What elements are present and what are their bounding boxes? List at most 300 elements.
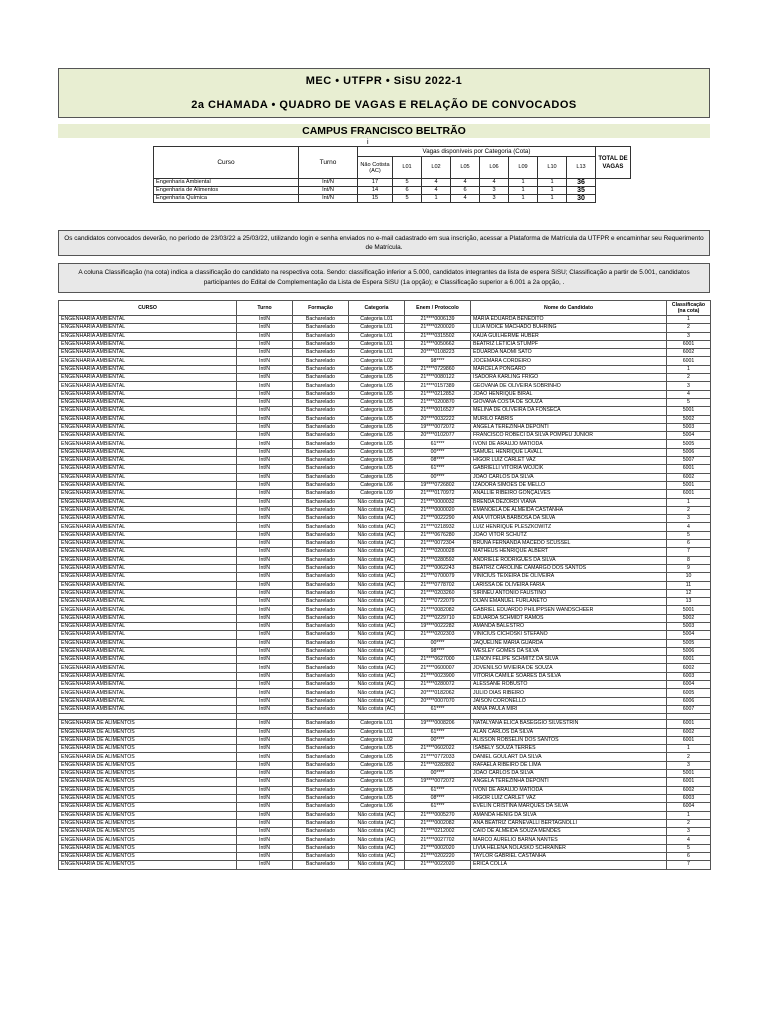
cell-curso: ENGENHARIA AMBIENTAL	[59, 357, 237, 365]
cell-turno: Int/N	[237, 540, 293, 548]
cell-nome: AMANDA BALESTRO	[471, 622, 667, 630]
cell-turno: Int/N	[237, 828, 293, 836]
cell-turno: Int/N	[237, 382, 293, 390]
cell-nome: JOAO CARLOS DA SILVA	[471, 473, 667, 481]
cell-curso: ENGENHARIA AMBIENTAL	[59, 390, 237, 398]
vagas-col-cat: L09	[509, 157, 538, 179]
cell-classificacao: 5	[667, 398, 711, 406]
cell-formacao: Bacharelado	[293, 432, 349, 440]
cell-enem: 61****	[405, 803, 471, 811]
cell-formacao: Bacharelado	[293, 622, 349, 630]
cell-curso: ENGENHARIA AMBIENTAL	[59, 316, 237, 324]
cell-turno: Int/N	[237, 432, 293, 440]
cell-classificacao: 5	[667, 531, 711, 539]
cell-classificacao: 5006	[667, 647, 711, 655]
cell-curso: ENGENHARIA AMBIENTAL	[59, 448, 237, 456]
cell-nome: EMANOELA DE ALMEIDA CASTANHA	[471, 506, 667, 514]
cell-classificacao: 3	[667, 332, 711, 340]
cell-turno: Int/N	[237, 736, 293, 744]
vagas-group-label: Vagas disponíveis por Categoria (Cota)	[358, 147, 596, 157]
cell-enem: 21****0229710	[405, 614, 471, 622]
table-row	[59, 720, 711, 728]
cell-turno: Int/N	[237, 753, 293, 761]
cell-curso: ENGENHARIA AMBIENTAL	[59, 656, 237, 664]
cell-categoria: Não cotista (AC)	[349, 581, 405, 589]
cell-categoria: Categoria L05	[349, 407, 405, 415]
cell-categoria: Categoria L05	[349, 770, 405, 778]
cell-categoria: Categoria L05	[349, 753, 405, 761]
cell-formacao: Bacharelado	[293, 786, 349, 794]
cell-classificacao: 4	[667, 390, 711, 398]
cell-turno: Int/N	[237, 589, 293, 597]
table-row	[59, 515, 711, 523]
table-row	[59, 819, 711, 827]
vagas-col-cat: L10	[538, 157, 567, 179]
document-header	[58, 68, 710, 118]
cell-formacao: Bacharelado	[293, 631, 349, 639]
vagas-cell-value: 4	[422, 179, 451, 187]
cell-turno: Int/N	[237, 465, 293, 473]
table-row	[59, 786, 711, 794]
cell-formacao: Bacharelado	[293, 697, 349, 705]
cell-formacao: Bacharelado	[293, 481, 349, 489]
table-row	[59, 664, 711, 672]
cell-categoria: Categoria L06	[349, 481, 405, 489]
table-row	[59, 448, 711, 456]
header-subtitle: 2a CHAMADA • QUADRO DE VAGAS E RELAÇÃO DE CONVOCADOS	[191, 99, 577, 111]
cell-enem: 08****	[405, 794, 471, 802]
cell-turno: Int/N	[237, 316, 293, 324]
cell-curso: ENGENHARIA AMBIENTAL	[59, 473, 237, 481]
vagas-cell-turno: Int/N	[299, 179, 358, 187]
cell-nome: ALESSANE ROBUSTO	[471, 681, 667, 689]
table-row	[59, 506, 711, 514]
table-row	[59, 753, 711, 761]
cell-nome: LUIZ HENRIQUE PLESZKOWITZ	[471, 523, 667, 531]
cell-categoria: Categoria L02	[349, 357, 405, 365]
cell-classificacao: 5005	[667, 639, 711, 647]
table-row	[59, 540, 711, 548]
cell-turno: Int/N	[237, 365, 293, 373]
table-row	[59, 415, 711, 423]
cell-classificacao: 6	[667, 853, 711, 861]
cell-formacao: Bacharelado	[293, 390, 349, 398]
cell-curso: ENGENHARIA AMBIENTAL	[59, 573, 237, 581]
cell-formacao: Bacharelado	[293, 515, 349, 523]
cell-curso: ENGENHARIA AMBIENTAL	[59, 374, 237, 382]
table-row	[59, 432, 711, 440]
cell-curso: ENGENHARIA AMBIENTAL	[59, 415, 237, 423]
cell-categoria: Não cotista (AC)	[349, 672, 405, 680]
cell-enem: 21****0212002	[405, 828, 471, 836]
vagas-cell-turno: Int/N	[299, 187, 358, 195]
cell-turno: Int/N	[237, 786, 293, 794]
cell-formacao: Bacharelado	[293, 457, 349, 465]
table-row	[59, 631, 711, 639]
cell-classificacao: 5002	[667, 415, 711, 423]
cell-categoria: Categoria L06	[349, 803, 405, 811]
cell-enem: 21****0200870	[405, 398, 471, 406]
cell-nome: BRUNA FERNANDA MACEDO SCUSSEL	[471, 540, 667, 548]
cell-nome: IZADORA SIMOES DE MELLO	[471, 481, 667, 489]
cell-categoria: Categoria L05	[349, 794, 405, 802]
cell-nome: MARCO AURELIO BARNA NANTES	[471, 836, 667, 844]
cell-formacao: Bacharelado	[293, 349, 349, 357]
cell-classificacao: 5	[667, 844, 711, 852]
cell-nome: CAIO DE ALMEIDA SOUZA MENDES	[471, 828, 667, 836]
cell-categoria: Categoria L01	[349, 324, 405, 332]
cell-curso: ENGENHARIA AMBIENTAL	[59, 465, 237, 473]
cell-nome: VITORIA CAMILE SOARES DA SILVA	[471, 672, 667, 680]
table-row	[59, 689, 711, 697]
cell-nome: LENON FELIPE SCHMITZ DA SILVA	[471, 656, 667, 664]
cell-formacao: Bacharelado	[293, 639, 349, 647]
vagas-cell-value: 1	[538, 187, 567, 195]
cell-categoria: Não cotista (AC)	[349, 828, 405, 836]
cell-enem: 19****0008206	[405, 720, 471, 728]
cell-curso: ENGENHARIA AMBIENTAL	[59, 440, 237, 448]
vagas-cell-value: 1	[422, 195, 451, 203]
cell-categoria: Não cotista (AC)	[349, 819, 405, 827]
cell-turno: Int/N	[237, 656, 293, 664]
cell-turno: Int/N	[237, 861, 293, 869]
table-row	[59, 349, 711, 357]
cell-categoria: Categoria L01	[349, 349, 405, 357]
cell-turno: Int/N	[237, 490, 293, 498]
cell-enem: 20****0102077	[405, 432, 471, 440]
column-header: Classificação (na cota)	[667, 301, 711, 316]
vagas-cell-value: 4	[451, 179, 480, 187]
cell-classificacao: 6001	[667, 465, 711, 473]
cell-turno: Int/N	[237, 423, 293, 431]
cell-categoria: Não cotista (AC)	[349, 548, 405, 556]
cell-turno: Int/N	[237, 614, 293, 622]
cell-formacao: Bacharelado	[293, 681, 349, 689]
cell-turno: Int/N	[237, 573, 293, 581]
cell-turno: Int/N	[237, 440, 293, 448]
cell-classificacao: 11	[667, 581, 711, 589]
cell-classificacao: 6002	[667, 664, 711, 672]
cell-turno: Int/N	[237, 374, 293, 382]
cell-curso: ENGENHARIA AMBIENTAL	[59, 631, 237, 639]
cell-formacao: Bacharelado	[293, 720, 349, 728]
cell-curso: ENGENHARIA AMBIENTAL	[59, 490, 237, 498]
cell-turno: Int/N	[237, 664, 293, 672]
cell-turno: Int/N	[237, 803, 293, 811]
cell-nome: JOAO CARLOS DA SILVA	[471, 770, 667, 778]
classificacao-notice: A coluna Classificação (na cota) indica a classificação do candidato na respectiva cota. Sendo: classificação inferior a 5.000, candidatos integrantes da lista de espera SiSU; Classificação a partir de 5.001, candidatos participantes do Edital de Complementação da Lista de Espera SiSU (1a opção); e Classificação superior a 6.001 a 2a opção, .	[58, 263, 710, 293]
marker-text: i	[367, 139, 369, 146]
cell-curso: ENGENHARIA AMBIENTAL	[59, 581, 237, 589]
cell-turno: Int/N	[237, 398, 293, 406]
vagas-cell-value: 14	[358, 187, 393, 195]
vagas-col-ac: Não Cotista (AC)	[358, 157, 393, 179]
cell-categoria: Não cotista (AC)	[349, 622, 405, 630]
vagas-cell-value: 1	[509, 179, 538, 187]
cell-curso: ENGENHARIA AMBIENTAL	[59, 523, 237, 531]
cell-nome: ANA BEATRIZ CARNEVALLI BERTAGNOLLI	[471, 819, 667, 827]
cell-classificacao: 6003	[667, 794, 711, 802]
cell-classificacao: 2	[667, 374, 711, 382]
table-row	[59, 589, 711, 597]
cell-classificacao: 8	[667, 556, 711, 564]
cell-turno: Int/N	[237, 581, 293, 589]
table-row	[59, 614, 711, 622]
cell-categoria: Não cotista (AC)	[349, 531, 405, 539]
cell-classificacao: 3	[667, 515, 711, 523]
table-row	[59, 681, 711, 689]
cell-turno: Int/N	[237, 794, 293, 802]
cell-categoria: Categoria L01	[349, 332, 405, 340]
cell-enem: 19****0072072	[405, 778, 471, 786]
cell-nome: WESLEY GOMES DA SILVA	[471, 647, 667, 655]
cell-nome: SAMUEL HENRIQUE LAVALL	[471, 448, 667, 456]
column-header: Nome do Candidato	[471, 301, 667, 316]
cell-enem: 21****0005270	[405, 811, 471, 819]
table-row	[59, 490, 711, 498]
cell-classificacao: 3	[667, 828, 711, 836]
cell-turno: Int/N	[237, 332, 293, 340]
table-row	[59, 407, 711, 415]
cell-formacao: Bacharelado	[293, 606, 349, 614]
cell-curso: ENGENHARIA AMBIENTAL	[59, 639, 237, 647]
cell-formacao: Bacharelado	[293, 656, 349, 664]
cell-curso: ENGENHARIA AMBIENTAL	[59, 614, 237, 622]
cell-curso: ENGENHARIA AMBIENTAL	[59, 705, 237, 713]
cell-classificacao: 6007	[667, 705, 711, 713]
cell-turno: Int/N	[237, 770, 293, 778]
cell-curso: ENGENHARIA AMBIENTAL	[59, 457, 237, 465]
cell-classificacao: 6001	[667, 778, 711, 786]
cell-categoria: Não cotista (AC)	[349, 689, 405, 697]
cell-categoria: Não cotista (AC)	[349, 861, 405, 869]
cell-enem: 21****0203260	[405, 589, 471, 597]
cell-categoria: Categoria L05	[349, 432, 405, 440]
table-row	[59, 745, 711, 753]
cell-turno: Int/N	[237, 844, 293, 852]
cell-categoria: Categoria L05	[349, 440, 405, 448]
cell-classificacao: 5004	[667, 432, 711, 440]
table-row	[59, 844, 711, 852]
cell-classificacao: 4	[667, 836, 711, 844]
table-row	[59, 656, 711, 664]
cell-categoria: Categoria L01	[349, 316, 405, 324]
cell-nome: JOAO VITOR SCHUTZ	[471, 531, 667, 539]
cell-turno: Int/N	[237, 324, 293, 332]
cell-categoria: Não cotista (AC)	[349, 598, 405, 606]
cell-enem: 21****0006139	[405, 316, 471, 324]
cell-curso: ENGENHARIA AMBIENTAL	[59, 515, 237, 523]
table-row	[59, 853, 711, 861]
cell-turno: Int/N	[237, 531, 293, 539]
table-row	[59, 423, 711, 431]
cell-nome: BRENDA DEZORDI VIANA	[471, 498, 667, 506]
cell-turno: Int/N	[237, 548, 293, 556]
cell-categoria: Categoria L05	[349, 465, 405, 473]
cell-classificacao: 5007	[667, 457, 711, 465]
cell-categoria: Não cotista (AC)	[349, 523, 405, 531]
cell-curso: ENGENHARIA AMBIENTAL	[59, 689, 237, 697]
table-row	[59, 382, 711, 390]
cell-enem: 20****0182062	[405, 689, 471, 697]
cell-enem: 20****0032222	[405, 415, 471, 423]
cell-categoria: Categoria L02	[349, 736, 405, 744]
cell-formacao: Bacharelado	[293, 540, 349, 548]
cell-curso: ENGENHARIA AMBIENTAL	[59, 332, 237, 340]
cell-categoria: Categoria L05	[349, 457, 405, 465]
vagas-cell-value: 3	[480, 195, 509, 203]
cell-categoria: Categoria L01	[349, 728, 405, 736]
cell-nome: LILIA MOICE MACHADO BUHRING	[471, 324, 667, 332]
cell-formacao: Bacharelado	[293, 647, 349, 655]
cell-formacao: Bacharelado	[293, 811, 349, 819]
cell-nome: JOCEMARA CORDEIRO	[471, 357, 667, 365]
cell-enem: 21****0027702	[405, 836, 471, 844]
cell-nome: ANA VITÓRIA BARBOSA DA SILVA	[471, 515, 667, 523]
cell-formacao: Bacharelado	[293, 564, 349, 572]
cell-formacao: Bacharelado	[293, 778, 349, 786]
table-row	[59, 836, 711, 844]
cell-nome: GIOVANA COSTA DE SOUZA	[471, 398, 667, 406]
table-row	[59, 548, 711, 556]
cell-formacao: Bacharelado	[293, 770, 349, 778]
cell-categoria: Categoria L01	[349, 340, 405, 348]
cell-turno: Int/N	[237, 622, 293, 630]
cell-classificacao: 6001	[667, 490, 711, 498]
cell-classificacao: 12	[667, 589, 711, 597]
cell-categoria: Não cotista (AC)	[349, 844, 405, 852]
cell-turno: Int/N	[237, 357, 293, 365]
cell-curso: ENGENHARIA DE ALIMENTOS	[59, 861, 237, 869]
cell-turno: Int/N	[237, 811, 293, 819]
vagas-cell-turno: Int/N	[299, 195, 358, 203]
cell-categoria: Não cotista (AC)	[349, 705, 405, 713]
cell-turno: Int/N	[237, 415, 293, 423]
cell-nome: ALAN CARLOS DA SILVA	[471, 728, 667, 736]
cell-nome: NATALYANA ELICA BASEGGIO SILVESTRIN	[471, 720, 667, 728]
cell-turno: Int/N	[237, 506, 293, 514]
cell-categoria: Não cotista (AC)	[349, 506, 405, 514]
cell-curso: ENGENHARIA AMBIENTAL	[59, 506, 237, 514]
cell-enem: 21****0022290	[405, 515, 471, 523]
cell-curso: ENGENHARIA DE ALIMENTOS	[59, 836, 237, 844]
cell-curso: ENGENHARIA AMBIENTAL	[59, 540, 237, 548]
cell-formacao: Bacharelado	[293, 664, 349, 672]
cell-categoria: Não cotista (AC)	[349, 614, 405, 622]
cell-enem: 21****0602022	[405, 745, 471, 753]
vagas-cell-total: 35	[567, 187, 596, 195]
cell-curso: ENGENHARIA AMBIENTAL	[59, 498, 237, 506]
cell-formacao: Bacharelado	[293, 531, 349, 539]
cell-enem: 61****	[405, 728, 471, 736]
cell-classificacao: 5001	[667, 770, 711, 778]
vagas-col-cat: L02	[422, 157, 451, 179]
table-row	[59, 457, 711, 465]
cell-turno: Int/N	[237, 631, 293, 639]
cell-enem: 00****	[405, 770, 471, 778]
cell-turno: Int/N	[237, 853, 293, 861]
vagas-cell-value: 1	[509, 195, 538, 203]
cell-categoria: Categoria L05	[349, 382, 405, 390]
cell-formacao: Bacharelado	[293, 423, 349, 431]
cell-categoria: Categoria L05	[349, 761, 405, 769]
cell-formacao: Bacharelado	[293, 736, 349, 744]
cell-turno: Int/N	[237, 819, 293, 827]
cell-turno: Int/N	[237, 745, 293, 753]
cell-classificacao: 7	[667, 548, 711, 556]
cell-curso: ENGENHARIA AMBIENTAL	[59, 481, 237, 489]
cell-enem: 20****0007070	[405, 697, 471, 705]
cell-curso: ENGENHARIA DE ALIMENTOS	[59, 794, 237, 802]
cell-formacao: Bacharelado	[293, 761, 349, 769]
cell-turno: Int/N	[237, 498, 293, 506]
cell-classificacao: 2	[667, 506, 711, 514]
table-row	[59, 324, 711, 332]
table-row	[59, 440, 711, 448]
cell-classificacao: 3	[667, 382, 711, 390]
cell-curso: ENGENHARIA AMBIENTAL	[59, 324, 237, 332]
cell-curso: ENGENHARIA DE ALIMENTOS	[59, 778, 237, 786]
table-row	[59, 861, 711, 869]
table-row	[59, 573, 711, 581]
cell-curso: ENGENHARIA AMBIENTAL	[59, 531, 237, 539]
cell-curso: ENGENHARIA DE ALIMENTOS	[59, 736, 237, 744]
cell-enem: 21****0282802	[405, 761, 471, 769]
cell-enem: 21****0016527	[405, 407, 471, 415]
cell-classificacao: 6004	[667, 803, 711, 811]
cell-curso: ENGENHARIA AMBIENTAL	[59, 598, 237, 606]
cell-formacao: Bacharelado	[293, 794, 349, 802]
cell-turno: Int/N	[237, 778, 293, 786]
cell-nome: HIGOR LUIZ CARLET VAZ	[471, 457, 667, 465]
cell-nome: ISADORA KARLING FRIGO	[471, 374, 667, 382]
vagas-cell-total: 36	[567, 179, 596, 187]
cell-turno: Int/N	[237, 340, 293, 348]
cell-formacao: Bacharelado	[293, 324, 349, 332]
cell-curso: ENGENHARIA AMBIENTAL	[59, 647, 237, 655]
cell-formacao: Bacharelado	[293, 573, 349, 581]
cell-curso: ENGENHARIA DE ALIMENTOS	[59, 786, 237, 794]
cell-classificacao: 3	[667, 761, 711, 769]
cell-turno: Int/N	[237, 457, 293, 465]
cell-enem: 21****0700079	[405, 573, 471, 581]
cell-nome: LIVIA HELENA NOLASKO SCHRAINER	[471, 844, 667, 852]
cell-nome: EVELIN CRISTINA MARQUES DA SILVA	[471, 803, 667, 811]
cell-curso: ENGENHARIA DE ALIMENTOS	[59, 844, 237, 852]
cell-enem: 21****0002020	[405, 844, 471, 852]
cell-categoria: Não cotista (AC)	[349, 853, 405, 861]
cell-curso: ENGENHARIA DE ALIMENTOS	[59, 770, 237, 778]
cell-formacao: Bacharelado	[293, 340, 349, 348]
vagas-cell-value: 15	[358, 195, 393, 203]
header-title: MEC • UTFPR • SiSU 2022-1	[305, 75, 463, 87]
vagas-cell-value: 6	[451, 187, 480, 195]
cell-turno: Int/N	[237, 349, 293, 357]
cell-turno: Int/N	[237, 672, 293, 680]
cell-classificacao: 6001	[667, 357, 711, 365]
cell-nome: ISABELY SOUZA TERRES	[471, 745, 667, 753]
cell-classificacao: 1	[667, 498, 711, 506]
cell-enem: 21****0315502	[405, 332, 471, 340]
cell-classificacao: 5005	[667, 440, 711, 448]
cell-categoria: Não cotista (AC)	[349, 647, 405, 655]
table-row	[59, 481, 711, 489]
cell-categoria: Categoria L05	[349, 473, 405, 481]
cell-classificacao: 6005	[667, 689, 711, 697]
matricula-notice: Os candidatos convocados deverão, no período de 23/03/22 a 25/03/22, utilizando login e senha enviados no e-mail cadastrado em sua inscrição, acessar a Plataforma de Matrícula da UTFPR e encaminhar seu Requerimento de Matrícula.	[58, 230, 710, 256]
cell-turno: Int/N	[237, 689, 293, 697]
cell-enem: 00****	[405, 448, 471, 456]
